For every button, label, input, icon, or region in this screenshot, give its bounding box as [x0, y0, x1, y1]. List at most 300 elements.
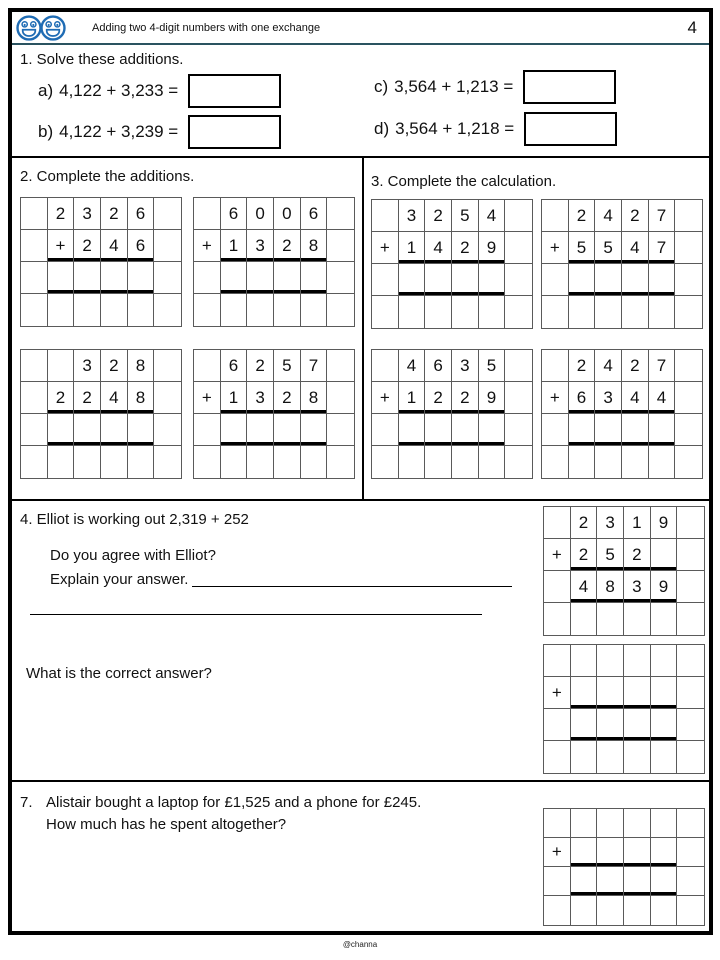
grid-cell[interactable]	[544, 571, 571, 603]
grid-cell[interactable]	[597, 867, 624, 896]
grid-cell[interactable]	[194, 262, 221, 294]
grid-cell[interactable]	[399, 414, 426, 446]
grid-cell[interactable]	[452, 414, 479, 446]
grid-cell[interactable]	[571, 896, 598, 925]
grid-cell: 4	[479, 200, 506, 232]
grid-cell[interactable]	[452, 446, 479, 478]
grid-cell[interactable]	[372, 296, 399, 328]
grid-cell[interactable]	[399, 296, 426, 328]
grid-cell[interactable]	[677, 571, 704, 603]
correct-answer-grid	[543, 644, 705, 774]
grid-cell: +	[194, 382, 221, 414]
grid-cell[interactable]	[101, 294, 128, 326]
grid-cell[interactable]	[595, 296, 622, 328]
grid-cell[interactable]	[651, 709, 678, 741]
grid-cell: 1	[221, 382, 248, 414]
grid-cell[interactable]	[372, 414, 399, 446]
header	[12, 12, 709, 45]
grid-cell[interactable]	[128, 414, 155, 446]
grid-cell[interactable]	[624, 838, 651, 867]
grid-cell[interactable]	[479, 264, 506, 296]
grid-cell: 6	[128, 198, 155, 230]
grid-cell[interactable]	[194, 414, 221, 446]
grid-cell[interactable]	[505, 264, 532, 296]
grid-cell: 4	[425, 232, 452, 264]
grid-cell[interactable]	[571, 838, 598, 867]
grid-cell[interactable]	[571, 677, 598, 709]
grid-cell[interactable]	[649, 296, 676, 328]
grid-cell: 0	[247, 198, 274, 230]
grid-cell[interactable]	[651, 838, 678, 867]
section-q4	[12, 501, 709, 780]
grid-cell[interactable]	[571, 741, 598, 773]
grid-cell[interactable]	[505, 382, 532, 414]
q4-explain-label: Explain your answer.	[50, 571, 189, 588]
grid-cell: 3	[597, 507, 624, 539]
grid-cell: 3	[624, 571, 651, 603]
grid-cell[interactable]	[624, 741, 651, 773]
grid-cell[interactable]	[479, 414, 506, 446]
grid-cell[interactable]	[597, 741, 624, 773]
q7-line1: Alistair bought a laptop for £1,525 and a phone for £245.	[46, 794, 422, 811]
grid-cell[interactable]	[154, 446, 181, 478]
q7-line2: How much has he spent altogether?	[46, 816, 287, 833]
grid-cell: 6	[221, 198, 248, 230]
grid-cell: 8	[301, 382, 328, 414]
grid-cell[interactable]	[154, 382, 181, 414]
q1-label-c: c)	[374, 77, 389, 96]
grid-cell: 2	[274, 382, 301, 414]
grid-cell: 6	[569, 382, 596, 414]
grid-cell[interactable]	[479, 446, 506, 478]
grid-cell: 5	[569, 232, 596, 264]
q1-expression-d: 3,564 + 1,218 =	[395, 119, 515, 138]
grid-cell: 7	[301, 350, 328, 382]
grid-cell[interactable]	[21, 262, 48, 294]
grid-cell[interactable]	[571, 603, 598, 635]
grid-cell[interactable]	[274, 262, 301, 294]
elliot-working-grid	[543, 506, 705, 636]
grid-cell[interactable]	[372, 446, 399, 478]
grid-cell[interactable]	[221, 414, 248, 446]
grid-cell: 1	[399, 382, 426, 414]
grid-cell: 8	[301, 230, 328, 262]
grid-cell: 3	[74, 350, 101, 382]
grid-cell[interactable]	[675, 350, 702, 382]
addition-grid	[20, 197, 182, 327]
grid-cell[interactable]	[247, 446, 274, 478]
grid-cell[interactable]	[505, 296, 532, 328]
grid-cell[interactable]	[677, 507, 704, 539]
grid-cell[interactable]	[675, 446, 702, 478]
grid-cell[interactable]	[542, 264, 569, 296]
grid-cell: 4	[595, 350, 622, 382]
grid-cell: +	[542, 382, 569, 414]
grid-cell[interactable]	[622, 446, 649, 478]
smiley-face-icon	[40, 15, 66, 41]
grid-cell[interactable]	[372, 200, 399, 232]
q1-label-b: b)	[38, 122, 54, 141]
grid-cell[interactable]	[569, 446, 596, 478]
grid-cell: 6	[301, 198, 328, 230]
grid-cell[interactable]	[74, 414, 101, 446]
grid-cell[interactable]	[194, 446, 221, 478]
answer-box[interactable]	[188, 74, 281, 108]
grid-cell[interactable]	[677, 709, 704, 741]
grid-cell: 2	[101, 198, 128, 230]
grid-cell[interactable]	[622, 296, 649, 328]
grid-cell[interactable]	[274, 446, 301, 478]
grid-cell[interactable]	[651, 645, 678, 677]
grid-cell[interactable]	[544, 809, 571, 838]
grid-cell[interactable]	[505, 232, 532, 264]
grid-cell: +	[544, 838, 571, 867]
grid-cell[interactable]	[622, 414, 649, 446]
grid-cell: 6	[425, 350, 452, 382]
grid-cell[interactable]	[399, 264, 426, 296]
smiley-face-icon	[16, 15, 42, 41]
grid-cell[interactable]	[194, 198, 221, 230]
grid-cell[interactable]	[74, 446, 101, 478]
grid-cell: 3	[595, 382, 622, 414]
grid-cell[interactable]	[21, 350, 48, 382]
grid-cell: 5	[479, 350, 506, 382]
section-q2-q3	[12, 156, 709, 501]
grid-cell[interactable]	[221, 262, 248, 294]
grid-cell[interactable]	[569, 414, 596, 446]
q1-item-b	[38, 114, 281, 150]
q1-expression-b: 4,122 + 3,239 =	[59, 122, 179, 141]
grid-cell[interactable]	[247, 294, 274, 326]
grid-cell: 3	[247, 230, 274, 262]
grid-cell[interactable]	[675, 264, 702, 296]
grid-cell[interactable]	[677, 809, 704, 838]
grid-cell: 2	[274, 230, 301, 262]
grid-cell[interactable]	[247, 262, 274, 294]
grid-cell[interactable]	[154, 262, 181, 294]
addition-grid	[20, 349, 182, 479]
grid-cell[interactable]	[128, 294, 155, 326]
grid-cell[interactable]	[675, 296, 702, 328]
grid-cell[interactable]	[675, 232, 702, 264]
grid-cell: 7	[649, 200, 676, 232]
grid-cell[interactable]	[624, 677, 651, 709]
grid-cell[interactable]	[651, 867, 678, 896]
grid-cell[interactable]	[399, 446, 426, 478]
grid-cell[interactable]	[327, 262, 354, 294]
grid-cell[interactable]	[425, 414, 452, 446]
grid-cell[interactable]	[505, 350, 532, 382]
addition-grid	[541, 199, 703, 329]
grid-cell: 2	[452, 382, 479, 414]
grid-cell[interactable]	[595, 446, 622, 478]
grid-cell: 5	[595, 232, 622, 264]
grid-cell[interactable]	[624, 896, 651, 925]
grid-cell[interactable]	[677, 539, 704, 571]
grid-cell: +	[542, 232, 569, 264]
grid-cell: 2	[569, 200, 596, 232]
grid-cell: 2	[624, 539, 651, 571]
grid-cell[interactable]	[544, 867, 571, 896]
q7-number: 7.	[20, 794, 33, 811]
answer-box[interactable]	[524, 112, 617, 146]
grid-cell[interactable]	[327, 414, 354, 446]
addition-grid	[371, 199, 533, 329]
page-number: 4	[687, 17, 697, 37]
grid-cell[interactable]	[48, 414, 75, 446]
grid-cell: +	[48, 230, 75, 262]
grid-cell[interactable]	[677, 838, 704, 867]
grid-cell: 9	[479, 232, 506, 264]
grid-cell[interactable]	[327, 350, 354, 382]
worksheet-border	[8, 8, 713, 935]
grid-cell[interactable]	[48, 262, 75, 294]
grid-cell[interactable]	[677, 896, 704, 925]
grid-cell: +	[544, 539, 571, 571]
grid-cell[interactable]	[624, 867, 651, 896]
grid-cell[interactable]	[247, 414, 274, 446]
grid-cell: 2	[74, 382, 101, 414]
grid-cell[interactable]	[651, 603, 678, 635]
answer-line[interactable]	[30, 614, 482, 615]
grid-cell[interactable]	[595, 264, 622, 296]
grid-cell[interactable]	[624, 645, 651, 677]
grid-cell: 5	[597, 539, 624, 571]
grid-cell[interactable]	[624, 709, 651, 741]
credit-text: @channa	[342, 940, 378, 949]
grid-cell: 4	[101, 230, 128, 262]
grid-cell: 2	[48, 382, 75, 414]
grid-cell[interactable]	[677, 741, 704, 773]
grid-cell[interactable]	[21, 414, 48, 446]
addition-grid	[193, 349, 355, 479]
grid-cell: 4	[571, 571, 598, 603]
grid-cell: 7	[649, 350, 676, 382]
grid-cell[interactable]	[327, 382, 354, 414]
grid-cell[interactable]	[597, 838, 624, 867]
grid-cell[interactable]	[101, 262, 128, 294]
q7-answer-grid	[543, 808, 705, 926]
grid-cell[interactable]	[677, 867, 704, 896]
grid-cell[interactable]	[505, 414, 532, 446]
grid-cell[interactable]	[542, 350, 569, 382]
grid-cell[interactable]	[21, 446, 48, 478]
grid-cell[interactable]	[675, 414, 702, 446]
q4-prompt: 4. Elliot is working out 2,319 + 252	[20, 511, 249, 528]
grid-cell[interactable]	[101, 446, 128, 478]
q1-item-a	[38, 73, 281, 109]
grid-cell[interactable]	[544, 896, 571, 925]
grid-cell[interactable]	[327, 446, 354, 478]
grid-cell[interactable]	[597, 645, 624, 677]
grid-cell: 2	[425, 200, 452, 232]
grid-cell: +	[544, 677, 571, 709]
grid-cell: 2	[101, 350, 128, 382]
q1-expression-a: 4,122 + 3,233 =	[59, 81, 179, 100]
grid-cell: 2	[571, 507, 598, 539]
grid-cell[interactable]	[544, 507, 571, 539]
worksheet-title: Adding two 4-digit numbers with one exchange	[92, 21, 321, 34]
grid-cell[interactable]	[675, 200, 702, 232]
grid-cell[interactable]	[274, 414, 301, 446]
grid-cell: 1	[399, 232, 426, 264]
answer-line[interactable]	[192, 586, 512, 587]
grid-cell[interactable]	[21, 294, 48, 326]
section-q1	[12, 45, 709, 156]
grid-cell[interactable]	[597, 603, 624, 635]
grid-cell[interactable]	[622, 264, 649, 296]
grid-cell[interactable]	[327, 198, 354, 230]
grid-cell[interactable]	[274, 294, 301, 326]
grid-cell[interactable]	[128, 262, 155, 294]
grid-cell: 4	[622, 382, 649, 414]
grid-cell[interactable]	[452, 296, 479, 328]
q1-expression-c: 3,564 + 1,213 =	[394, 77, 514, 96]
grid-cell: 2	[571, 539, 598, 571]
grid-cell[interactable]	[571, 809, 598, 838]
grid-cell: 4	[649, 382, 676, 414]
q1-prompt: 1. Solve these additions.	[20, 51, 184, 68]
grid-cell[interactable]	[677, 603, 704, 635]
grid-cell[interactable]	[48, 294, 75, 326]
grid-cell[interactable]	[542, 446, 569, 478]
grid-cell[interactable]	[21, 198, 48, 230]
grid-cell[interactable]	[48, 350, 75, 382]
grid-cell[interactable]	[505, 200, 532, 232]
grid-cell[interactable]	[544, 709, 571, 741]
grid-cell[interactable]	[677, 677, 704, 709]
grid-cell: +	[194, 230, 221, 262]
grid-cell[interactable]	[571, 867, 598, 896]
grid-cell[interactable]	[425, 296, 452, 328]
grid-cell[interactable]	[544, 741, 571, 773]
grid-cell[interactable]	[597, 896, 624, 925]
grid-cell[interactable]	[649, 446, 676, 478]
grid-cell[interactable]	[542, 414, 569, 446]
grid-cell[interactable]	[649, 414, 676, 446]
q1-item-d	[374, 111, 617, 147]
grid-cell[interactable]	[651, 677, 678, 709]
grid-cell: +	[372, 232, 399, 264]
grid-cell: 3	[74, 198, 101, 230]
grid-cell[interactable]	[194, 294, 221, 326]
grid-cell: 1	[624, 507, 651, 539]
grid-cell: 6	[221, 350, 248, 382]
answer-box[interactable]	[523, 70, 616, 104]
grid-cell[interactable]	[542, 296, 569, 328]
grid-cell[interactable]	[101, 414, 128, 446]
grid-cell: 2	[622, 350, 649, 382]
grid-cell[interactable]	[624, 603, 651, 635]
grid-cell[interactable]	[569, 296, 596, 328]
grid-cell[interactable]	[21, 382, 48, 414]
grid-cell[interactable]	[505, 446, 532, 478]
grid-cell[interactable]	[21, 230, 48, 262]
grid-cell[interactable]	[372, 350, 399, 382]
grid-cell[interactable]	[154, 350, 181, 382]
grid-cell[interactable]	[649, 264, 676, 296]
grid-cell[interactable]	[74, 262, 101, 294]
grid-cell[interactable]	[128, 446, 155, 478]
grid-cell: 4	[399, 350, 426, 382]
q1-label-a: a)	[38, 81, 54, 100]
grid-cell[interactable]	[327, 230, 354, 262]
grid-cell[interactable]	[221, 446, 248, 478]
grid-cell[interactable]	[74, 294, 101, 326]
logo	[16, 15, 64, 41]
grid-cell: 8	[128, 350, 155, 382]
grid-cell: 8	[597, 571, 624, 603]
grid-cell[interactable]	[301, 414, 328, 446]
grid-cell: 5	[452, 200, 479, 232]
grid-cell[interactable]	[48, 446, 75, 478]
addition-grid	[541, 349, 703, 479]
grid-cell[interactable]	[301, 446, 328, 478]
grid-cell: 3	[452, 350, 479, 382]
grid-cell[interactable]	[154, 294, 181, 326]
q2-prompt: 2. Complete the additions.	[20, 168, 195, 185]
grid-cell[interactable]	[479, 296, 506, 328]
addition-grid	[371, 349, 533, 479]
section-q7	[12, 780, 709, 931]
q4-correct-question: What is the correct answer?	[26, 665, 212, 682]
grid-cell[interactable]	[675, 382, 702, 414]
grid-cell[interactable]	[425, 264, 452, 296]
grid-cell[interactable]	[651, 741, 678, 773]
grid-cell[interactable]	[544, 645, 571, 677]
grid-cell: 2	[48, 198, 75, 230]
grid-cell: 9	[651, 571, 678, 603]
grid-cell[interactable]	[194, 350, 221, 382]
grid-cell[interactable]	[301, 262, 328, 294]
grid-cell[interactable]	[154, 414, 181, 446]
grid-cell[interactable]	[597, 677, 624, 709]
grid-cell[interactable]	[301, 294, 328, 326]
grid-cell[interactable]	[595, 414, 622, 446]
grid-cell: 4	[622, 232, 649, 264]
grid-cell: 2	[74, 230, 101, 262]
grid-cell[interactable]	[542, 200, 569, 232]
grid-cell[interactable]	[372, 264, 399, 296]
grid-cell: 2	[452, 232, 479, 264]
grid-cell[interactable]	[327, 294, 354, 326]
grid-cell[interactable]	[544, 603, 571, 635]
q4-agree-question: Do you agree with Elliot?	[50, 547, 216, 564]
grid-cell[interactable]	[571, 709, 598, 741]
grid-cell[interactable]	[569, 264, 596, 296]
grid-cell[interactable]	[154, 198, 181, 230]
grid-cell: 4	[595, 200, 622, 232]
grid-cell: 7	[649, 232, 676, 264]
grid-cell[interactable]	[154, 230, 181, 262]
grid-cell[interactable]	[651, 539, 678, 571]
grid-cell[interactable]	[221, 294, 248, 326]
grid-cell[interactable]	[624, 809, 651, 838]
grid-cell[interactable]	[425, 446, 452, 478]
grid-cell: 5	[274, 350, 301, 382]
grid-cell[interactable]	[677, 645, 704, 677]
answer-box[interactable]	[188, 115, 281, 149]
grid-cell[interactable]	[452, 264, 479, 296]
grid-cell[interactable]	[597, 709, 624, 741]
grid-cell[interactable]	[597, 809, 624, 838]
q1-item-c	[374, 69, 616, 105]
grid-cell: 3	[399, 200, 426, 232]
grid-cell[interactable]	[651, 896, 678, 925]
grid-cell[interactable]	[651, 809, 678, 838]
grid-cell[interactable]	[571, 645, 598, 677]
column-divider	[362, 158, 364, 499]
